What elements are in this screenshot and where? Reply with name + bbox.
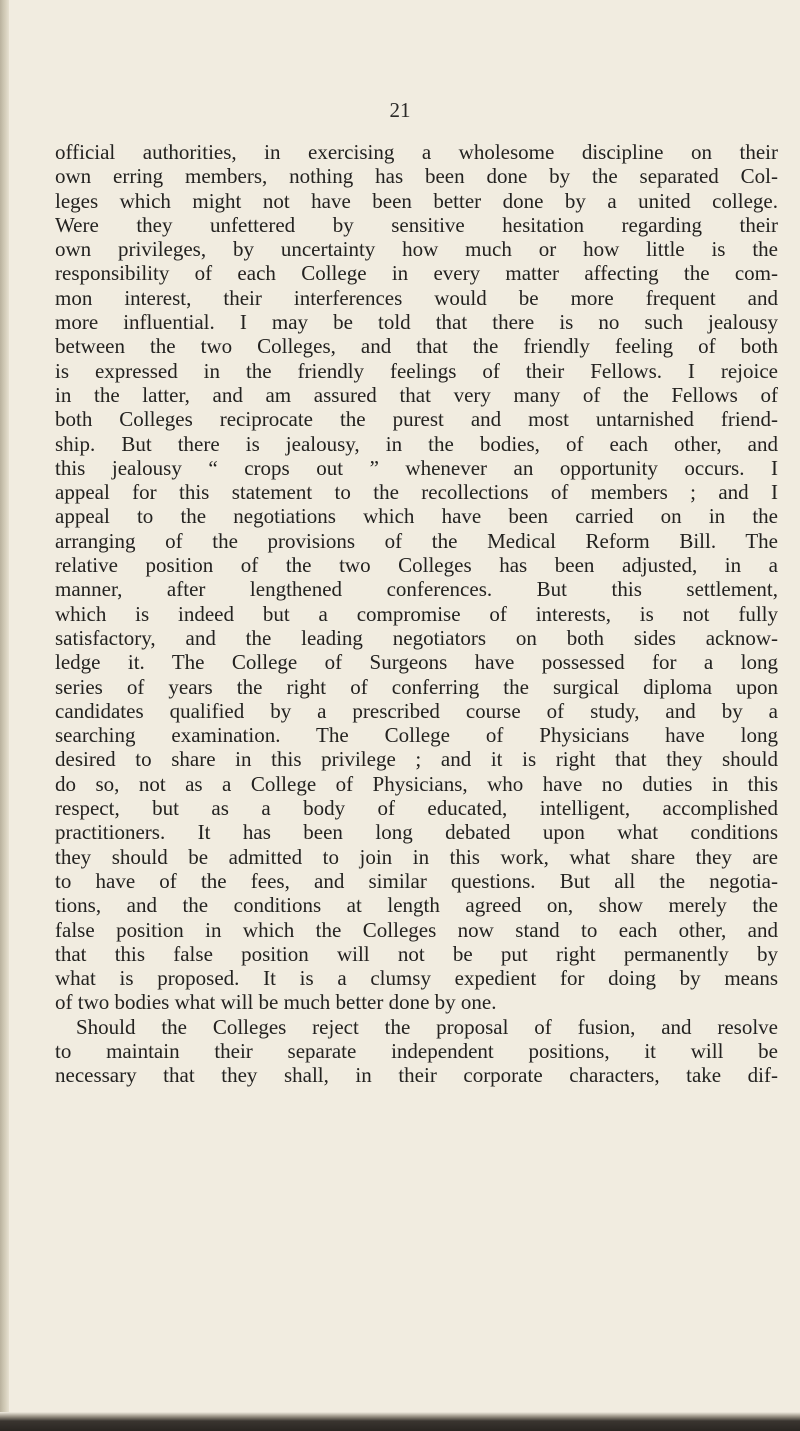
text-line: ledge it. The College of Surgeons have possessed for a long	[55, 650, 778, 675]
text-line: appeal for this statement to the recollections of members ; and I	[55, 480, 778, 505]
text-line: mon interest, their interferences would be more frequent and	[55, 285, 778, 310]
text-line: respect, but as a body of educated, intelligent, accomplished	[55, 796, 778, 821]
text-line: own privileges, by uncertainty how much or how little is the	[55, 237, 778, 262]
text-line: responsibility of each College in every matter affecting the com-	[55, 261, 778, 286]
text-line: appeal to the negotiations which have been carried on in the	[55, 504, 778, 529]
text-line: what is proposed. It is a clumsy expedient for doing by means	[55, 966, 778, 991]
text-line: that this false position will not be put right permanently by	[55, 941, 778, 966]
text-line: desired to share in this privilege ; and it is right that they should	[55, 747, 778, 772]
text-line: between the two Colleges, and that the friendly feeling of both	[55, 334, 778, 359]
text-line: both Colleges reciprocate the purest and most untarnished friend-	[55, 407, 778, 432]
text-line: more influential. I may be told that there is no such jealousy	[55, 310, 778, 335]
page-number: 21	[389, 98, 411, 122]
text-line: own erring members, nothing has been done by the separated Col-	[55, 164, 778, 189]
text-line: relative position of the two Colleges has been adjusted, in a	[55, 553, 778, 578]
page-binding-edge	[0, 0, 9, 1431]
text-line: searching examination. The College of Physicians have long	[55, 723, 778, 748]
text-line: manner, after lengthened conferences. But this settlement,	[55, 577, 778, 602]
text-line: arranging of the provisions of the Medical Reform Bill. The	[55, 528, 778, 553]
text-line: Were they unfettered by sensitive hesitation regarding their	[55, 212, 778, 237]
body-text	[55, 140, 778, 1088]
text-line: they should be admitted to join in this work, what share they are	[55, 844, 778, 869]
text-line: do so, not as a College of Physicians, who have no duties in this	[55, 771, 778, 796]
text-line: satisfactory, and the leading negotiators on both sides acknow-	[55, 625, 778, 650]
text-line: to maintain their separate independent positions, it will be	[55, 1038, 778, 1063]
text-line: which is indeed but a compromise of interests, is not fully	[55, 601, 778, 626]
text-line: is expressed in the friendly feelings of their Fellows. I rejoice	[55, 358, 778, 383]
text-line: in the latter, and am assured that very many of the Fellows of	[55, 382, 778, 407]
text-line: official authorities, in exercising a wholesome discipline on their	[55, 140, 778, 164]
text-line: Should the Colleges reject the proposal of fusion, and resolve	[76, 1014, 778, 1039]
text-line: candidates qualified by a prescribed course of study, and by a	[55, 698, 778, 723]
page-bottom-edge	[0, 1412, 800, 1431]
text-line: tions, and the conditions at length agreed on, show merely the	[55, 893, 778, 918]
text-line: necessary that they shall, in their corporate characters, take dif-	[55, 1063, 778, 1088]
text-line: false position in which the Colleges now stand to each other, and	[55, 917, 778, 942]
text-line: leges which might not have been better done by a united college.	[55, 188, 778, 213]
text-line: to have of the fees, and similar questions. But all the negotia-	[55, 868, 778, 893]
text-line: ship. But there is jealousy, in the bodies, of each other, and	[55, 431, 778, 456]
text-line: this jealousy “ crops out ” whenever an opportunity occurs. I	[55, 455, 778, 480]
text-line: practitioners. It has been long debated upon what conditions	[55, 820, 778, 845]
text-line: of two bodies what will be much better done by one.	[55, 990, 497, 1015]
text-line: series of years the right of conferring the surgical diploma upon	[55, 674, 778, 699]
